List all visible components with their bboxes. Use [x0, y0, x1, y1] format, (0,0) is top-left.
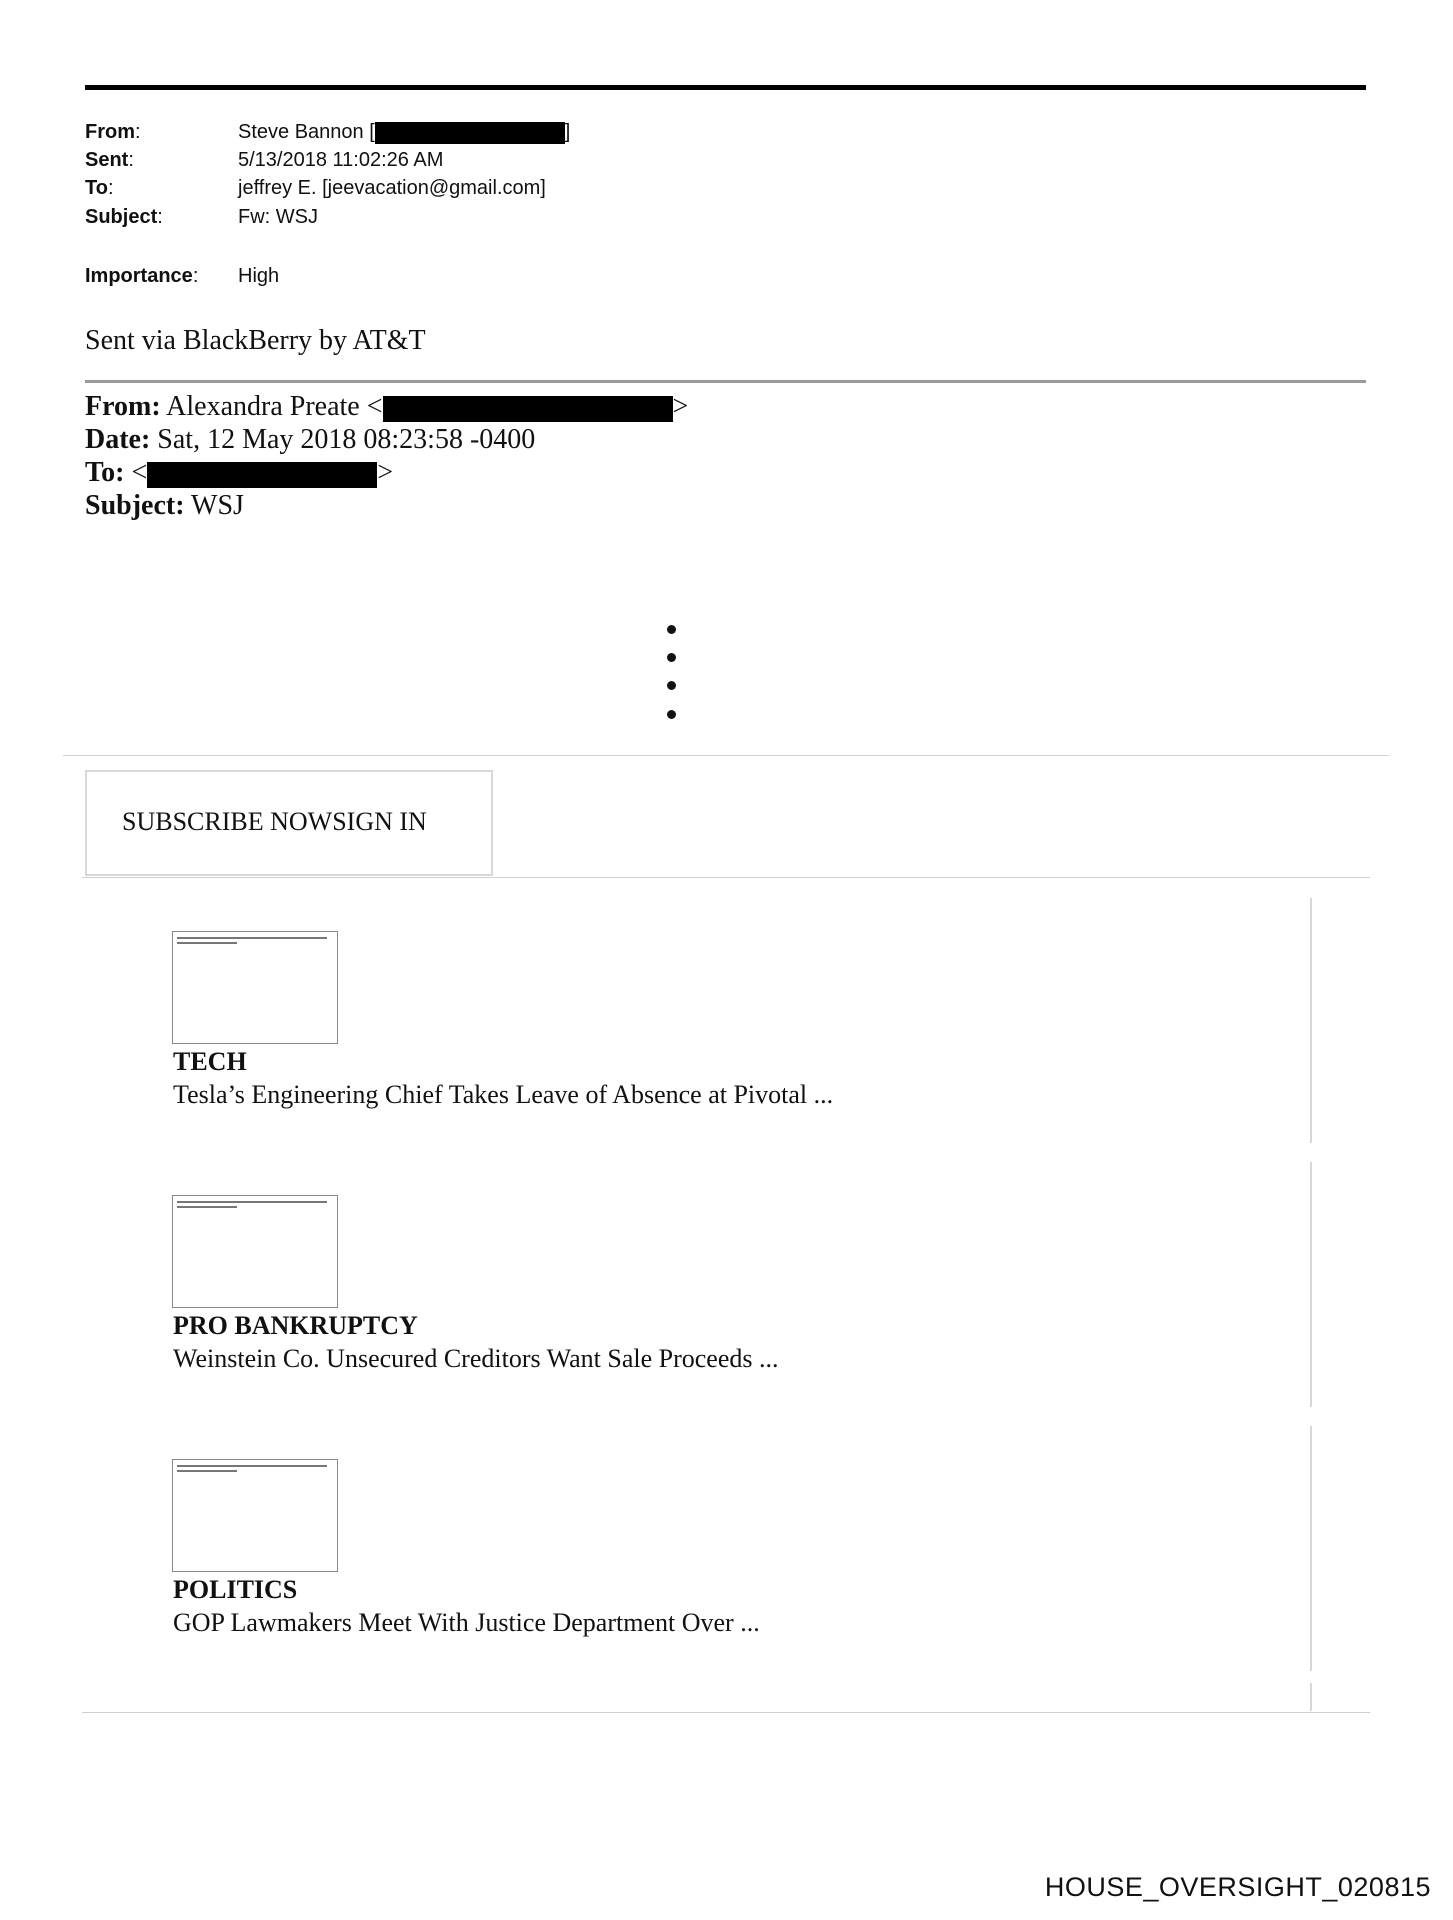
- from-label: From:: [85, 121, 141, 143]
- fwd-from-close: >: [672, 391, 689, 422]
- header-sent-row: [85, 148, 443, 172]
- article-thumbnail-placeholder[interactable]: [172, 1459, 338, 1572]
- vertical-divider: [1310, 898, 1312, 1143]
- redaction-block: [375, 122, 565, 144]
- thumbnail-text-line: [177, 937, 327, 939]
- bullet-dot: [667, 710, 676, 719]
- article-thumbnail-placeholder[interactable]: [172, 931, 338, 1044]
- fwd-date-row: [85, 423, 535, 456]
- importance-label: Importance:: [85, 265, 199, 287]
- fwd-to-close: >: [377, 457, 394, 488]
- fwd-date-label: Date:: [85, 424, 151, 455]
- fwd-from-label: From:: [85, 391, 161, 422]
- fwd-subject-value: WSJ: [191, 490, 244, 521]
- thumbnail-text-line: [177, 1206, 237, 1208]
- header-from-row: [85, 120, 570, 144]
- from-close: ]: [564, 121, 571, 143]
- sent-label: Sent:: [85, 149, 134, 171]
- bullet-dot: [667, 681, 676, 690]
- redaction-block: [383, 396, 673, 422]
- top-rule: [85, 85, 1366, 90]
- fwd-subject-label: Subject:: [85, 490, 185, 521]
- header-subject-row: [85, 205, 318, 229]
- redaction-block: [147, 462, 377, 488]
- sent-value: 5/13/2018 11:02:26 AM: [238, 149, 444, 171]
- fwd-to-open: <: [131, 457, 148, 488]
- article-headline-link[interactable]: GOP Lawmakers Meet With Justice Department Over ...: [173, 1608, 760, 1637]
- to-value: jeffrey E. [jeevacation@gmail.com]: [238, 177, 546, 199]
- article-headline-link[interactable]: Weinstein Co. Unsecured Creditors Want Sale Proceeds ...: [173, 1344, 779, 1373]
- subject-value: Fw: WSJ: [238, 206, 318, 228]
- article-category: POLITICS: [173, 1575, 298, 1604]
- fwd-subject-row: [85, 489, 244, 522]
- fwd-from-value: Alexandra Preate <: [166, 391, 383, 422]
- fwd-date-value: Sat, 12 May 2018 08:23:58 -0400: [157, 424, 536, 455]
- vertical-divider: [1310, 1683, 1312, 1711]
- vertical-divider: [1310, 1162, 1312, 1407]
- fwd-from-row: [85, 390, 688, 423]
- bullet-dot: [667, 653, 676, 662]
- bates-number: HOUSE_OVERSIGHT_020815: [1044, 1872, 1431, 1902]
- body-rule: [63, 755, 1389, 756]
- importance-value: High: [238, 265, 280, 287]
- from-value: Steve Bannon [: [238, 121, 375, 143]
- header-to-row: [85, 176, 546, 200]
- fwd-to-label: To:: [85, 457, 125, 488]
- subscribe-signin-link[interactable]: SUBSCRIBE NOWSIGN IN: [122, 807, 427, 836]
- header-importance-row: [85, 264, 279, 288]
- to-label: To:: [85, 177, 114, 199]
- sent-via-text: Sent via BlackBerry by AT&T: [85, 325, 426, 356]
- fwd-to-row: [85, 456, 393, 489]
- vertical-divider: [1310, 1426, 1312, 1671]
- separator-rule: [85, 380, 1366, 383]
- row-rule: [82, 1712, 1370, 1713]
- thumbnail-text-line: [177, 1470, 237, 1472]
- subject-label: Subject:: [85, 206, 163, 228]
- row-rule: [82, 877, 1370, 878]
- article-thumbnail-placeholder[interactable]: [172, 1195, 338, 1308]
- thumbnail-text-line: [177, 1201, 327, 1203]
- thumbnail-text-line: [177, 1465, 327, 1467]
- bullet-dot: [667, 625, 676, 634]
- thumbnail-text-line: [177, 942, 237, 944]
- article-category: TECH: [173, 1047, 247, 1076]
- article-headline-link[interactable]: Tesla’s Engineering Chief Takes Leave of Absence at Pivotal ...: [173, 1080, 834, 1109]
- article-category: PRO BANKRUPTCY: [173, 1311, 418, 1340]
